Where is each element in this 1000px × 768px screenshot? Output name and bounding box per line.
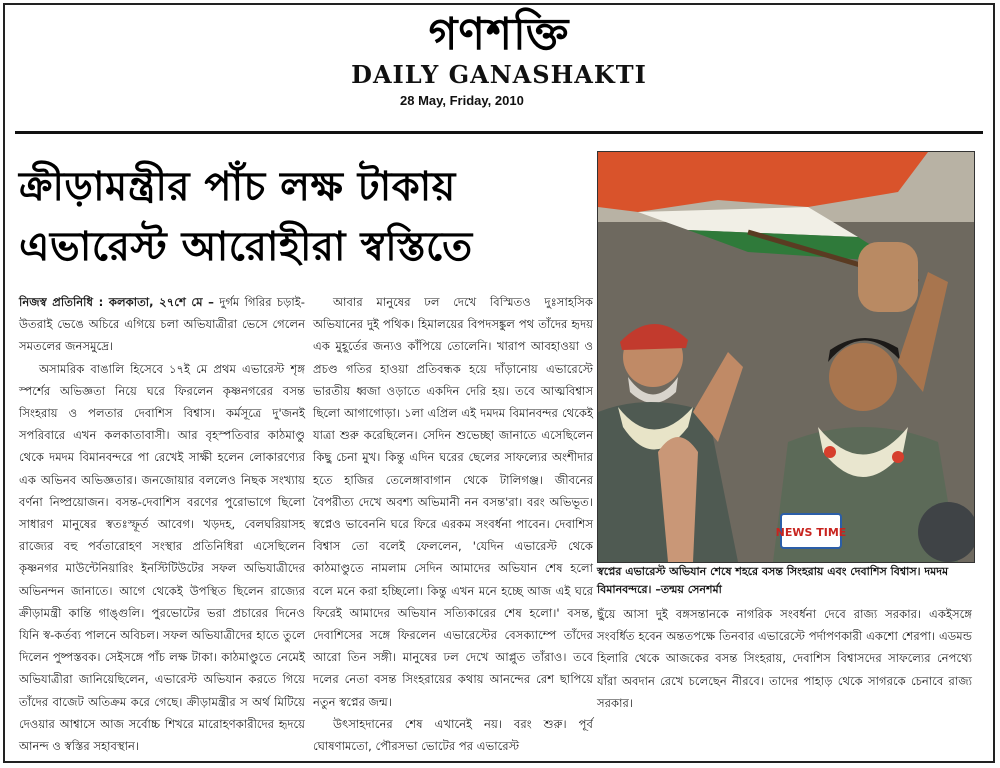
paragraph-text: উৎসাহদানের শেষ এখানেই নয়। বরং শুরু। পূর্ব ঘোষণামতো, পৌরসভা ভোটের পর এভারেস্ট [313, 716, 593, 754]
newspaper-name-english: DAILY GANASHAKTI [351, 60, 647, 89]
issue-date: 28 May, Friday, 2010 [400, 93, 524, 108]
headline-line: এভারেস্ট আরোহীরা স্বস্তিতে [19, 224, 473, 270]
newspaper-clipping [3, 3, 995, 763]
masthead [5, 9, 993, 89]
article-headline [19, 157, 591, 277]
paragraph-text: অসামরিক বাঙালি হিসেবে ১৭ই মে প্রথম এভারেস্ট শৃঙ্গ স্পর্শের অভিজ্ঞতা নিয়ে ঘরে ফিরলেন কৃষ্ণনগরের বসন্ত সিংহরায় ও পলতার দেবাশিস বিশ্বাস। কর্মসূত্রে দু'জনই সপরিবারে এখন কলকাতাবাসী। আর বৃহস্পতিবার কাঠমাণ্ডু থেকে দমদম বিমানবন্দরে পা রেখেই সাক্ষী হলেন লোকারণ্যের এক অভিনব অভিজ্ঞতার। জনজোয়ার বললেও নিছক সংখ্যায় বর্ণনা নিষ্প্রয়োজন। বসন্ত-দেবাশিস বরণের পুরোভাগে ছিলো সাধারণ মানুষের স্বতঃস্ফূর্ত আবেগ। খড়দহ, বেলঘরিয়াসহ রাজ্যের বহু পর্বতারোহণ সংস্থার প্রতিনিধিরা এসেছিলেন কৃষ্ণনগর মাউন্টেনিয়ারিং ইনস্টিটিউটের সফল অভিযাত্রীদের অভিনন্দন জানাতে। আগে থেকেই উপস্থিত ছিলেন রাজ্যের ক্রীড়ামন্ত্রী কান্তি গাঙ্গুলি। পুরভোটের ভরা প্রচারের দিনেও যিনি স্ব-কর্তব্য পালনে অবিচল। সফল অভিযাত্রীদের হাতে তুলে দিলেন পুষ্পস্তবক। সেইসঙ্গে পাঁচ লক্ষ টাকা। কাঠমাণ্ডুতে নেমেই অভিযাত্রীরা জানিয়েছিলেন, এভারেস্ট অভিযান করতে গিয়ে তাঁদের বাজেট অতিক্রম করে গেছে। ক্রীড়ামন্ত্রীর স অর্থ মিটিয়ে দেওয়ার আশ্বাসে আজ সর্বোচ্চ শিখরে মারোহণকারীদের হৃদয়ে আনন্দ ও স্বস্তির সহাবস্থান। [19, 361, 305, 754]
paragraph-text: আবার মানুষের ঢল দেখে বিস্মিতও দুঃসাহসিক অভিযানের দুই পথিক। হিমালয়ের বিপদসঙ্কুল পথ তাঁদের হৃদয় এক মুহূর্তের জন্যও কাঁপিয়ে তোলেনি। খারাপ আবহাওয়া ও প্রচণ্ড গতির হাওয়া প্রতিবন্ধক হয়ে দাঁড়ানোয় এভারেস্টে ভারতীয় ধ্বজা ওড়াতে একদিন দেরি হয়। তবে আত্মবিশ্বাস ছিলো আগাগোড়া। ১লা এপ্রিল এই দমদম বিমানবন্দর থেকেই যাত্রা শুরু করেছিলেন। সেদিন শুভেচ্ছা জানাতে এসেছিলেন কিছু চেনা মুখ। কিন্তু এদিন ঘরের ছেলের সাফল্যের অংশীদার হতে হাজির তেলেঙ্গাবাগান থেকে টালিগঞ্জ। জীবনের বৈপরীত্য দেখে অবশ্য অভিমানী নন বসন্ত'রা। বরং অভিভূত। স্বপ্নেও ভাবেননি ঘরে ফিরে এরকম সংবর্ধনা পাবেন। দেবাশিস বিশ্বাস তো বলেই ফেললেন, 'যেদিন এভারেস্ট থেকে কাঠমাণ্ডুতে নামলাম সেদিন আমাদের অভিযান শেষ হলো বলে মনে করা হচ্ছিলো। কিন্তু এখন মনে হচ্ছে আজ এই ঘরে ফিরেই আমাদের অভিযান সত্যিকারের শেষ হলো।' বসন্ত, দেবাশিসের সঙ্গে ফিরলেন এভারেস্টের বেসক্যাম্পে তাঁদের আরো তিন সঙ্গী। মানুষের ঢল দেখে আপ্লুত তাঁরাও। তবে দলের নেতা বসন্ত সিংহরায়ের কথায় আনন্দের রেশ ছাপিয়ে নতুন স্বপ্নের জন্ম। [313, 295, 593, 709]
news-photo [597, 151, 975, 563]
paragraph-text: ছুঁয়ে আসা দুই বঙ্গসন্তানকে নাগরিক সংবর্ধনা দেবে রাজ্য সরকার। একইসঙ্গে সংবর্ধিত হবেন অন্ততপক্ষে তিনবার এভারেস্টে পর্দাপণকারী একশো শেরপা। এডমন্ড হিলারি থেকে আজকের বসন্ত সিংহরায়, দেবাশিস বিশ্বাসদের সাফল্যের নেপথ্যে যাঁরা অবদান রেখে চলেছেন নীরবে। তাদের পাহাড় থেকে সাগরকে চেনাবে রাজ্য সরকার। [597, 607, 972, 710]
article-column-1 [19, 291, 305, 757]
newspaper-name-bengali: গণশক্তি [428, 9, 570, 60]
masthead-divider [15, 131, 983, 134]
article-column-2 [313, 291, 593, 757]
photo-caption: স্বপ্নের এভারেস্ট অভিযান শেষে শহরে বসন্ত সিংহরায় এবং দেবাশিস বিশ্বাস। দমদম বিমানবন্দরে। –তন্ময় সেনশর্মা [597, 565, 949, 596]
headline-line: ক্রীড়ামন্ত্রীর পাঁচ লক্ষ টাকায় [19, 164, 456, 210]
dateline: নিজস্ব প্রতিনিধি : কলকাতা, ২৭শে মে – [19, 295, 214, 309]
mic-flag-text: NEWS TIME [775, 526, 847, 539]
article-column-3 [597, 603, 972, 714]
paragraph-text: দুর্গম গিরির চড়াই-উতরাই ভেঙে অচিরে এগিয়ে চলা অভিযাত্রীরা ভেসে গেলেন সমতলের জনসমুদ্রে। [19, 295, 305, 354]
